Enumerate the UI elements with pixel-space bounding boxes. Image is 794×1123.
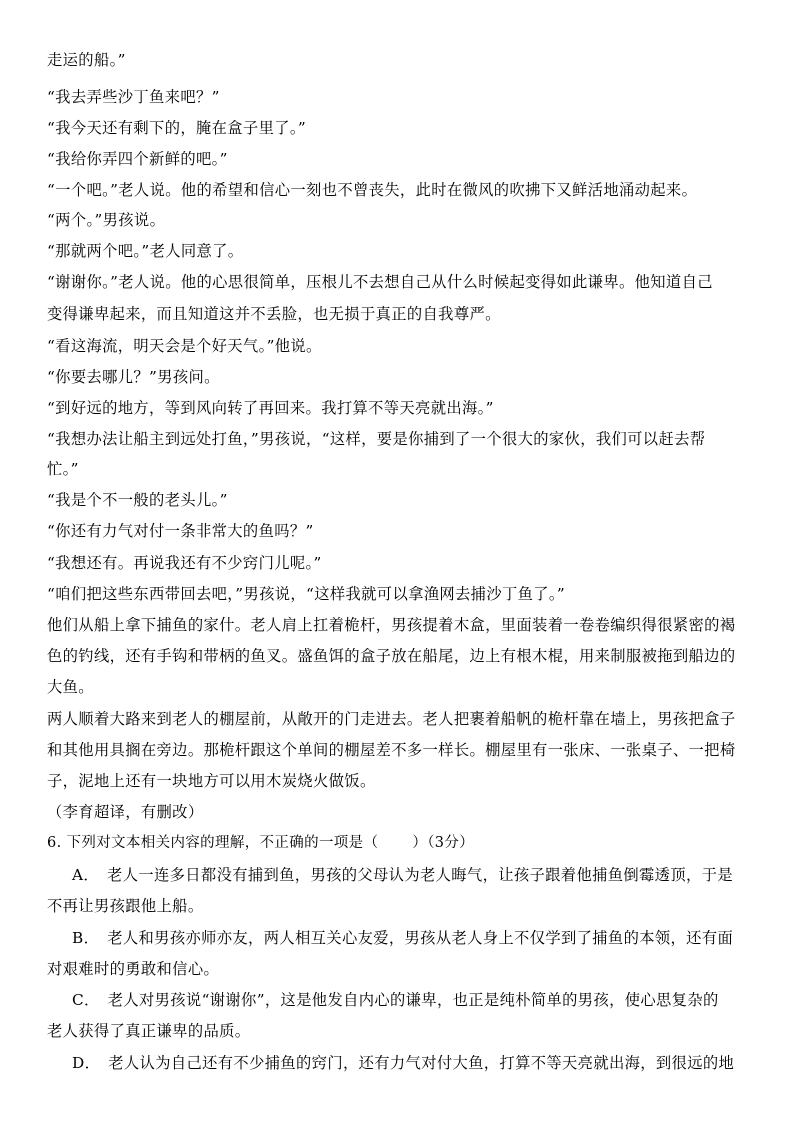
text-line: “我想还有。再说我还有不少窍门儿呢。” <box>47 554 322 572</box>
option-a-cont: 不再让男孩跟他上船。 <box>47 897 204 915</box>
text-line: 色的钓线，还有手钩和带柄的鱼叉。盛鱼饵的盒子放在船尾，边上有根木棍，用来制服被拖到船边的 <box>47 647 736 665</box>
text-line: “看这海流，明天会是个好天气。”他说。 <box>47 337 322 355</box>
text-line: “一个吧。”老人说。他的希望和信心一刻也不曾丧失，此时在微风的吹拂下又鲜活地涌动起来。 <box>47 181 698 199</box>
text-line: “我给你弄四个新鲜的吧。” <box>47 150 228 168</box>
text-line: “你还有力气对付一条非常大的鱼吗？” <box>47 522 314 540</box>
text-line: “两个。”男孩说。 <box>47 211 166 229</box>
text-line: 变得谦卑起来，而且知道这并不丢脸，也无损于真正的自我尊严。 <box>47 305 501 323</box>
text-line: “那就两个吧。”老人同意了。 <box>47 242 244 260</box>
option-b-cont: 对艰难时的勇敢和信心。 <box>47 960 220 978</box>
text-line: 走运的船。” <box>47 51 126 69</box>
option-c: C． 老人对男孩说“谢谢你”，这是他发自内心的谦卑，也正是纯朴简单的男孩，使心思复杂的 <box>72 991 719 1009</box>
text-line: 子，泥地上还有一块地方可以用木炭烧火做饭。 <box>47 772 376 790</box>
text-line: “咱们把这些东西带回去吧，”男孩说，“这样我就可以拿渔网去捕沙丁鱼了。” <box>47 585 566 603</box>
text-line: 忙。” <box>47 460 79 478</box>
text-line: 他们从船上拿下捕鱼的家什。老人肩上扛着桅杆，男孩提着木盒，里面装着一卷卷编织得很紧密的褐 <box>47 616 736 634</box>
text-line: “谢谢你。”老人说。他的心思很简单，压根儿不去想自己从什么时候起变得如此谦卑。他知道自己 <box>47 273 713 291</box>
text-line: “你要去哪儿？”男孩问。 <box>47 368 220 386</box>
text-line: 和其他用具搁在旁边。那桅杆跟这个单间的棚屋差不多一样长。棚屋里有一张床、一张桌子、一把椅 <box>47 741 736 759</box>
text-line: 大鱼。 <box>47 678 94 696</box>
text-line: “我去弄些沙丁鱼来吧？” <box>47 88 220 106</box>
option-d: D． 老人认为自己还有不少捕鱼的窍门，还有力气对付大鱼，打算不等天亮就出海，到很远的地 <box>72 1054 735 1072</box>
option-b: B． 老人和男孩亦师亦友，两人相互关心友爱，男孩从老人身上不仅学到了捕鱼的本领，还有面 <box>72 929 734 947</box>
text-line: （李育超译，有删改） <box>47 803 204 821</box>
text-line: “我想办法让船主到远处打鱼，”男孩说，“这样，要是你捕到了一个很大的家伙，我们可以赶去帮 <box>47 430 706 448</box>
question-text-before: 6. 下列对文本相关内容的理解，不正确的一项是（ <box>47 835 379 851</box>
option-a: A． 老人一连多日都没有捕到鱼，男孩的父母认为老人晦气，让孩子跟着他捕鱼倒霉透顶，于是 <box>72 866 733 884</box>
text-line: “我今天还有剩下的，腌在盒子里了。” <box>47 119 307 137</box>
question-6 <box>47 833 752 853</box>
text-line: “到好远的地方，等到风向转了再回来。我打算不等天亮就出海。” <box>47 399 494 417</box>
question-text-after: ）（3分） <box>412 835 475 851</box>
text-line: “我是个不一般的老头儿。” <box>47 491 228 509</box>
option-c-cont: 老人获得了真正谦卑的品质。 <box>47 1022 251 1040</box>
text-line: 两人顺着大路来到老人的棚屋前，从敞开的门走进去。老人把裹着船帆的桅杆靠在墙上，男孩把盒子 <box>47 710 736 728</box>
